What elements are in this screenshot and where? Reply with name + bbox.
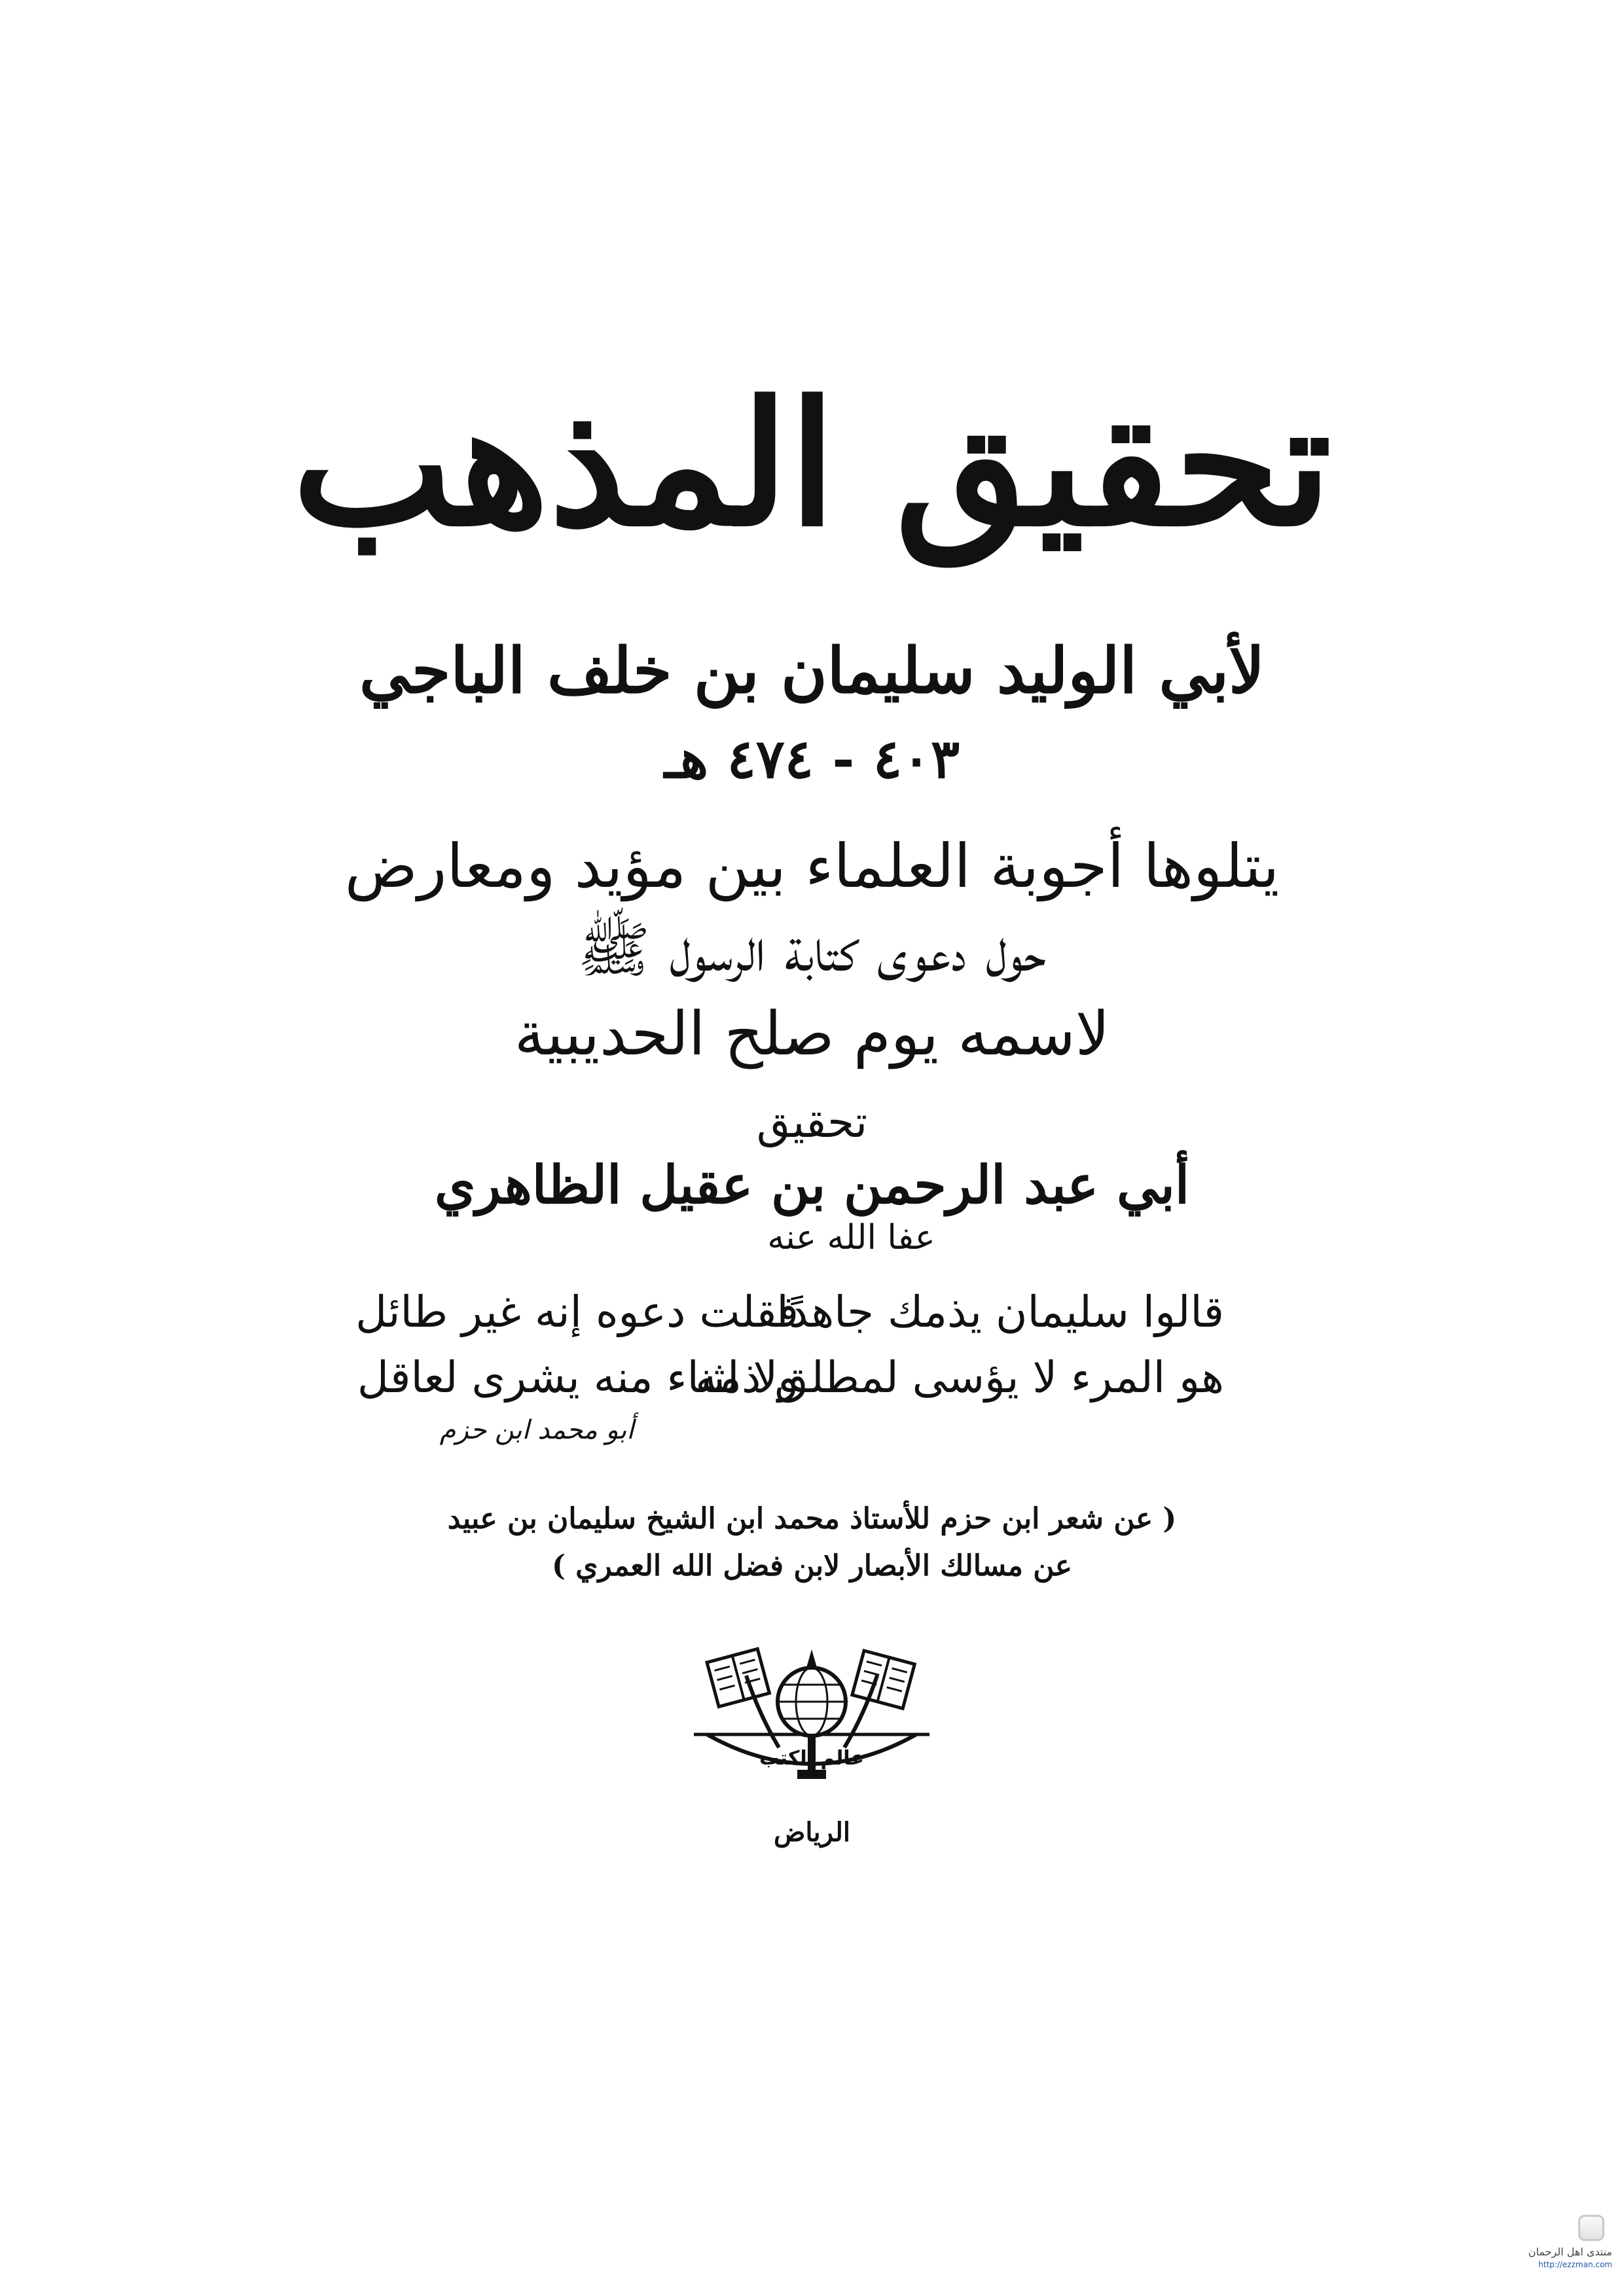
book-subtitle xyxy=(0,825,1624,1076)
poem-first-hemistichs xyxy=(695,1280,1224,1410)
book-title: تحقيق المذهب xyxy=(292,365,1332,564)
publisher-logo-text: عالم الكتب xyxy=(759,1747,864,1770)
poem-second-hemistichs xyxy=(355,1280,799,1410)
editor-label: تحقيق xyxy=(756,1097,868,1147)
watermark-url: http://ezzman.com xyxy=(1538,2260,1612,2269)
editor-prayer: عفا الله عنه xyxy=(767,1218,935,1257)
source-note-line-1: ( عن شعر ابن حزم للأستاذ محمد ابن الشيخ سليمان بن عبيد xyxy=(447,1502,1177,1535)
forum-logo-icon xyxy=(1578,2215,1604,2241)
subtitle-line-2: حول دعوى كتابة الرسول ﷺ xyxy=(577,915,1047,985)
forum-watermark xyxy=(1481,2245,1612,2284)
author-dates: ٤٠٣ - ٤٧٤ هـ xyxy=(664,728,960,791)
publisher-city: الرياض xyxy=(773,1817,851,1848)
poem-verse-1-second-half: فقلت دعوه إنه غير طائل xyxy=(355,1287,799,1337)
poem-attribution: أبو محمد ابن حزم xyxy=(439,1415,634,1445)
source-note xyxy=(0,1496,1624,1590)
editor-name: أبي عبد الرحمن بن عقيل الظاهري xyxy=(434,1154,1190,1215)
publisher-logo xyxy=(681,1636,943,1806)
author-name: لأبي الوليد سليمان بن خلف الباجي xyxy=(359,634,1265,708)
poem-verse-2-first-half: هو المرء لا يؤسى لمطلق ذمه xyxy=(695,1352,1224,1403)
watermark-forum-name: منتدى اهل الرحمان xyxy=(1528,2246,1612,2258)
poem-verse-1-first-half: قالوا سليمان يذمك جاهدًا xyxy=(776,1287,1224,1337)
subtitle-line-1: يتلوها أجوبة العلماء بين مؤيد ومعارض xyxy=(344,831,1280,901)
poem-verse-2-second-half: ولا لثناء منه يشرى لعاقل xyxy=(357,1352,799,1403)
subtitle-line-3: لاسمه يوم صلح الحديبية xyxy=(514,999,1110,1069)
source-note-line-2: عن مسالك الأبصار لابن فضل الله العمري ) xyxy=(551,1549,1073,1583)
